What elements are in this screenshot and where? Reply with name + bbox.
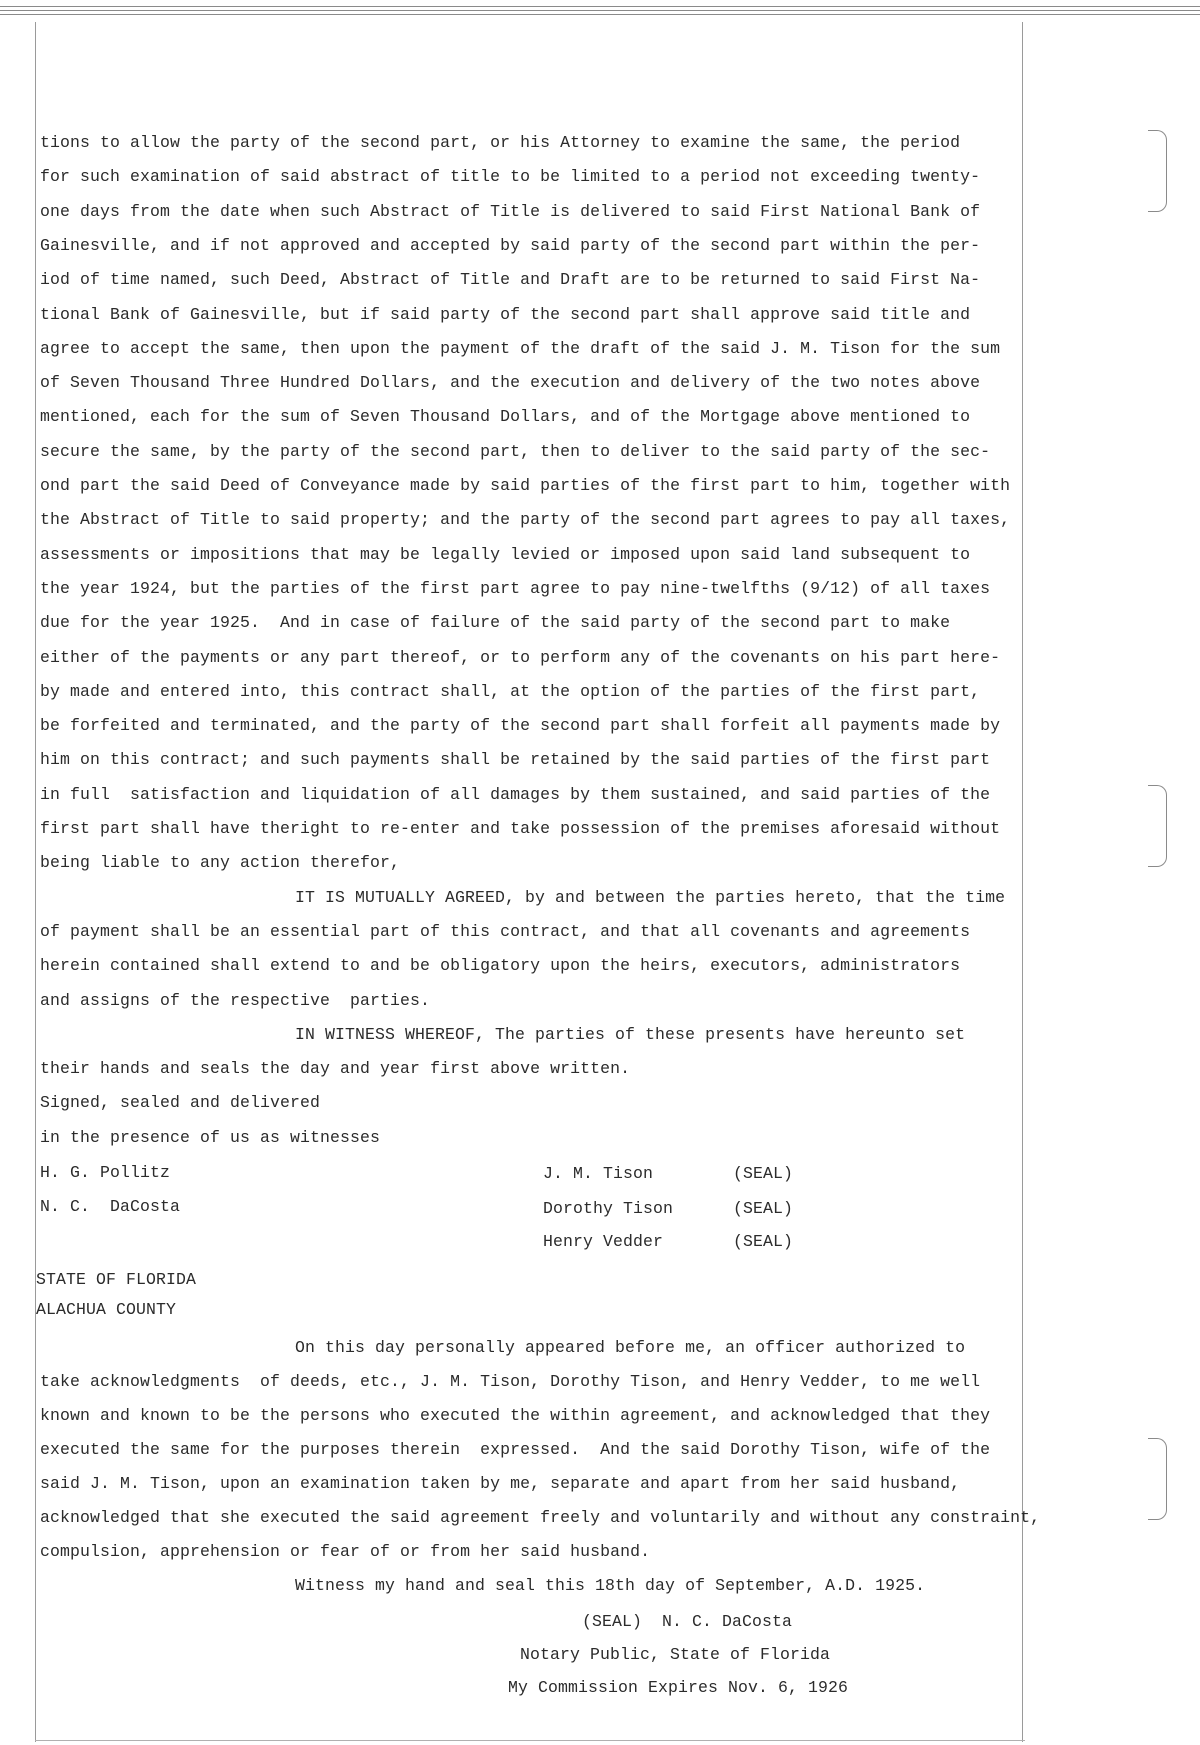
signatory-seal-2: (SEAL) [733,1199,794,1218]
page-top-rule-2 [0,10,1200,11]
acknowledgment-line: compulsion, apprehension or fear of or from her said husband. [40,1542,651,1561]
contract-body-line: by made and entered into, this contract shall, at the option of the parties of the first part, [40,681,981,701]
contract-body-line: in the presence of us as witnesses [40,1127,381,1147]
binder-hole-middle [1148,785,1167,867]
contract-body-line: mentioned, each for the sum of Seven Thousand Dollars, and of the Mortgage above mentioned to [40,407,971,427]
contract-body-line: tions to allow the party of the second part, or his Attorney to examine the same, the period [40,133,961,152]
contract-body-line: tional Bank of Gainesville, but if said party of the second part shall approve said title and [40,304,971,324]
contract-body-line: him on this contract; and such payments shall be retained by the said parties of the first part [40,750,991,770]
contract-body-line: ond part the said Deed of Conveyance made by said parties of the first part to him, together with [40,476,1011,495]
contract-body-line: IN WITNESS WHEREOF, The parties of these presents have hereunto set [295,1024,966,1044]
contract-body-line: Gainesville, and if not approved and accepted by said party of the second part within the per- [40,235,981,255]
signatory-name-2: Dorothy Tison [543,1199,674,1218]
contract-body-line: herein contained shall extend to and be obligatory upon the heirs, executors, administrators [40,956,961,976]
venue-state: STATE OF FLORIDA [36,1270,197,1289]
contract-body-line: due for the year 1925. And in case of failure of the said party of the second part to make [40,613,951,633]
acknowledgment-line: acknowledged that she executed the said agreement freely and voluntarily and without any constraint, [40,1508,1041,1527]
venue-county: ALACHUA COUNTY [36,1300,177,1319]
acknowledgment-line: Witness my hand and seal this 18th day of September, A.D. 1925. [295,1576,926,1595]
acknowledgment-line: take acknowledgments of deeds, etc., J. M. Tison, Dorothy Tison, and Henry Vedder, to me well [40,1372,981,1391]
notary-signature-line: (SEAL) N. C. DaCosta [582,1612,793,1631]
signatory-name-3: Henry Vedder [543,1232,664,1251]
acknowledgment-line: On this day personally appeared before me, an officer authorized to [295,1338,966,1357]
acknowledgment-line: executed the same for the purposes therein expressed. And the said Dorothy Tison, wife of the [40,1440,991,1459]
contract-body-line: being liable to any action therefor, [40,853,401,873]
binder-hole-top [1148,130,1167,212]
contract-body-line: assessments or impositions that may be legally levied or imposed upon said land subsequent to [40,544,971,564]
contract-body-line: agree to accept the same, then upon the payment of the draft of the said J. M. Tison for the sum [40,338,1001,358]
contract-body-line: either of the payments or any part thereof, or to perform any of the covenants on his part here- [40,647,1001,667]
contract-body-line: secure the same, by the party of the second part, then to deliver to the said party of the sec- [40,441,991,461]
page-top-rule [0,6,1200,7]
contract-body-line: first part shall have theright to re-enter and take possession of the premises aforesaid without [40,819,1001,838]
left-margin-rule [35,22,36,1742]
contract-body-line: Signed, sealed and delivered [40,1093,321,1113]
contract-body-line: the Abstract of Title to said property; and the party of the second part agrees to pay all taxes, [40,510,1011,530]
contract-body-line: be forfeited and terminated, and the party of the second part shall forfeit all payments made by [40,716,1001,736]
notary-title: Notary Public, State of Florida [520,1645,831,1664]
contract-body-line: and assigns of the respective parties. [40,990,431,1010]
bottom-rule [35,1740,1025,1741]
contract-body-line: one days from the date when such Abstract of Title is delivered to said First National Bank of [40,201,981,221]
contract-body-line: of Seven Thousand Three Hundred Dollars, and the execution and delivery of the two notes above [40,373,981,393]
contract-body-line: the year 1924, but the parties of the first part agree to pay nine-twelfths (9/12) of all taxes [40,578,991,598]
right-margin-rule [1022,22,1023,1742]
witness-1: H. G. Pollitz [40,1163,171,1182]
page-top-rule-3 [0,14,1200,15]
signatory-seal-1: (SEAL) [733,1164,794,1183]
acknowledgment-line: said J. M. Tison, upon an examination taken by me, separate and apart from her said husband, [40,1474,961,1493]
contract-body-line: their hands and seals the day and year first above written. [40,1059,631,1079]
contract-body-line: for such examination of said abstract of title to be limited to a period not exceeding twenty- [40,167,981,187]
signatory-seal-3: (SEAL) [733,1232,794,1251]
signatory-name-1: J. M. Tison [543,1164,654,1183]
acknowledgment-line: known and known to be the persons who executed the within agreement, and acknowledged that they [40,1406,991,1425]
notary-commission: My Commission Expires Nov. 6, 1926 [508,1678,849,1697]
contract-body-line: of payment shall be an essential part of this contract, and that all covenants and agreements [40,921,971,941]
contract-body-line: in full satisfaction and liquidation of all damages by them sustained, and said parties of the [40,784,991,804]
binder-hole-bottom [1148,1438,1167,1520]
witness-2: N. C. DaCosta [40,1197,181,1216]
contract-body-line: IT IS MUTUALLY AGREED, by and between the parties hereto, that the time [295,887,1006,907]
contract-body-line: iod of time named, such Deed, Abstract of Title and Draft are to be returned to said First Na- [40,270,981,290]
